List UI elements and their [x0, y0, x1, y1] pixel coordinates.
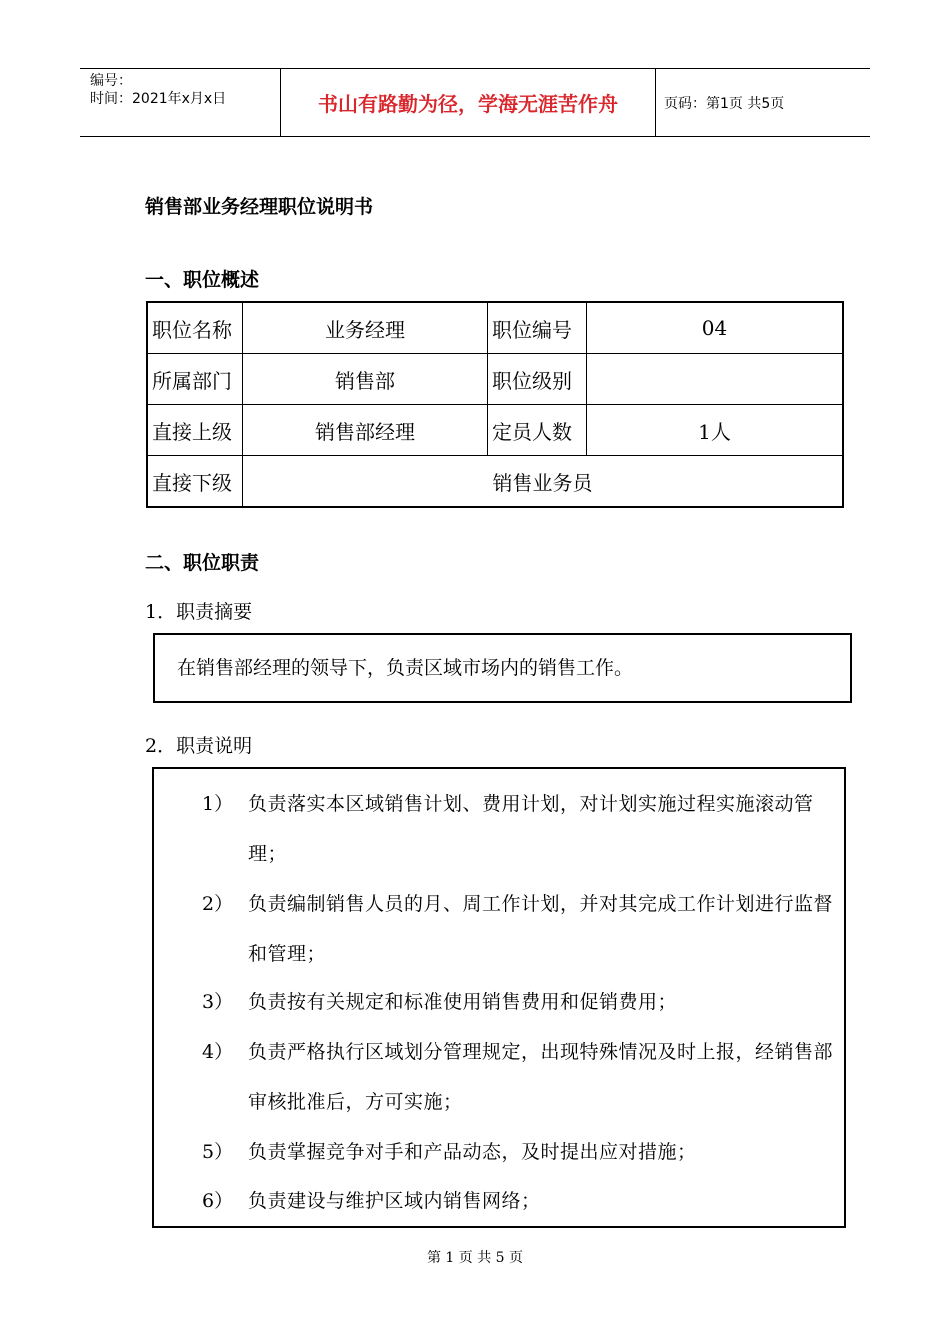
detail-label: 2．职责说明 [145, 735, 253, 757]
table-value: 1人 [587, 405, 844, 456]
page-footer: 第 1 页 共 5 页 [426, 1250, 524, 1266]
duty-text: 负责按有关规定和标准使用销售费用和促销费用； [248, 991, 678, 1013]
duty-item [202, 1027, 842, 1127]
table-label: 定员人数 [488, 405, 587, 456]
summary-text: 在销售部经理的领导下，负责区域市场内的销售工作。 [177, 657, 634, 679]
duty-text: 负责掌握竞争对手和产品动态，及时提出应对措施； [248, 1141, 697, 1163]
table-value [587, 354, 844, 405]
position-overview-table [146, 301, 844, 508]
header-motto: 书山有路勤为径，学海无涯苦作舟 [280, 69, 656, 136]
table-row [147, 354, 843, 405]
table-value: 销售业务员 [243, 456, 844, 508]
summary-label: 1．职责摘要 [145, 601, 253, 623]
table-label: 直接上级 [147, 405, 243, 456]
table-row [147, 456, 843, 508]
table-value: 业务经理 [243, 302, 488, 354]
duty-text: 负责落实本区域销售计划、费用计划，对计划实施过程实施滚动管理； [248, 793, 814, 865]
summary-box [153, 633, 852, 703]
table-row [147, 405, 843, 456]
table-label: 职位级别 [488, 354, 587, 405]
duty-item [202, 1176, 842, 1226]
document-title: 销售部业务经理职位说明书 [145, 196, 374, 218]
time-label: 时间：2021年x月x日 [90, 91, 227, 107]
number-label: 编号： [90, 73, 132, 89]
table-value: 销售部经理 [243, 405, 488, 456]
table-value: 销售部 [243, 354, 488, 405]
table-label: 直接下级 [147, 456, 243, 508]
page-header [80, 68, 870, 137]
table-label: 职位名称 [147, 302, 243, 354]
duty-number: 5） [202, 1141, 234, 1163]
header-meta [80, 69, 280, 136]
table-label: 所属部门 [147, 354, 243, 405]
duty-item [202, 779, 842, 879]
duty-number: 1） [202, 793, 234, 815]
header-page-info: 页码：第1页 共5页 [664, 95, 785, 112]
table-value: 04 [587, 302, 844, 354]
duties-box [152, 767, 846, 1228]
duty-text: 负责编制销售人员的月、周工作计划，并对其完成工作计划进行监督和管理； [248, 893, 834, 965]
duty-number: 4） [202, 1041, 234, 1063]
duty-item [202, 879, 842, 979]
duty-item [202, 1127, 842, 1177]
table-label: 职位编号 [488, 302, 587, 354]
table-row [147, 302, 843, 354]
section1-heading: 一、职位概述 [145, 269, 260, 291]
duty-number: 6） [202, 1190, 234, 1212]
duty-text: 负责严格执行区域划分管理规定，出现特殊情况及时上报，经销售部审核批准后，方可实施； [248, 1041, 834, 1113]
section2-heading: 二、职位职责 [145, 552, 260, 574]
duty-text: 负责建设与维护区域内销售网络； [248, 1190, 541, 1212]
duty-number: 2） [202, 893, 234, 915]
duty-number: 3） [202, 991, 234, 1013]
duty-item [202, 977, 842, 1027]
